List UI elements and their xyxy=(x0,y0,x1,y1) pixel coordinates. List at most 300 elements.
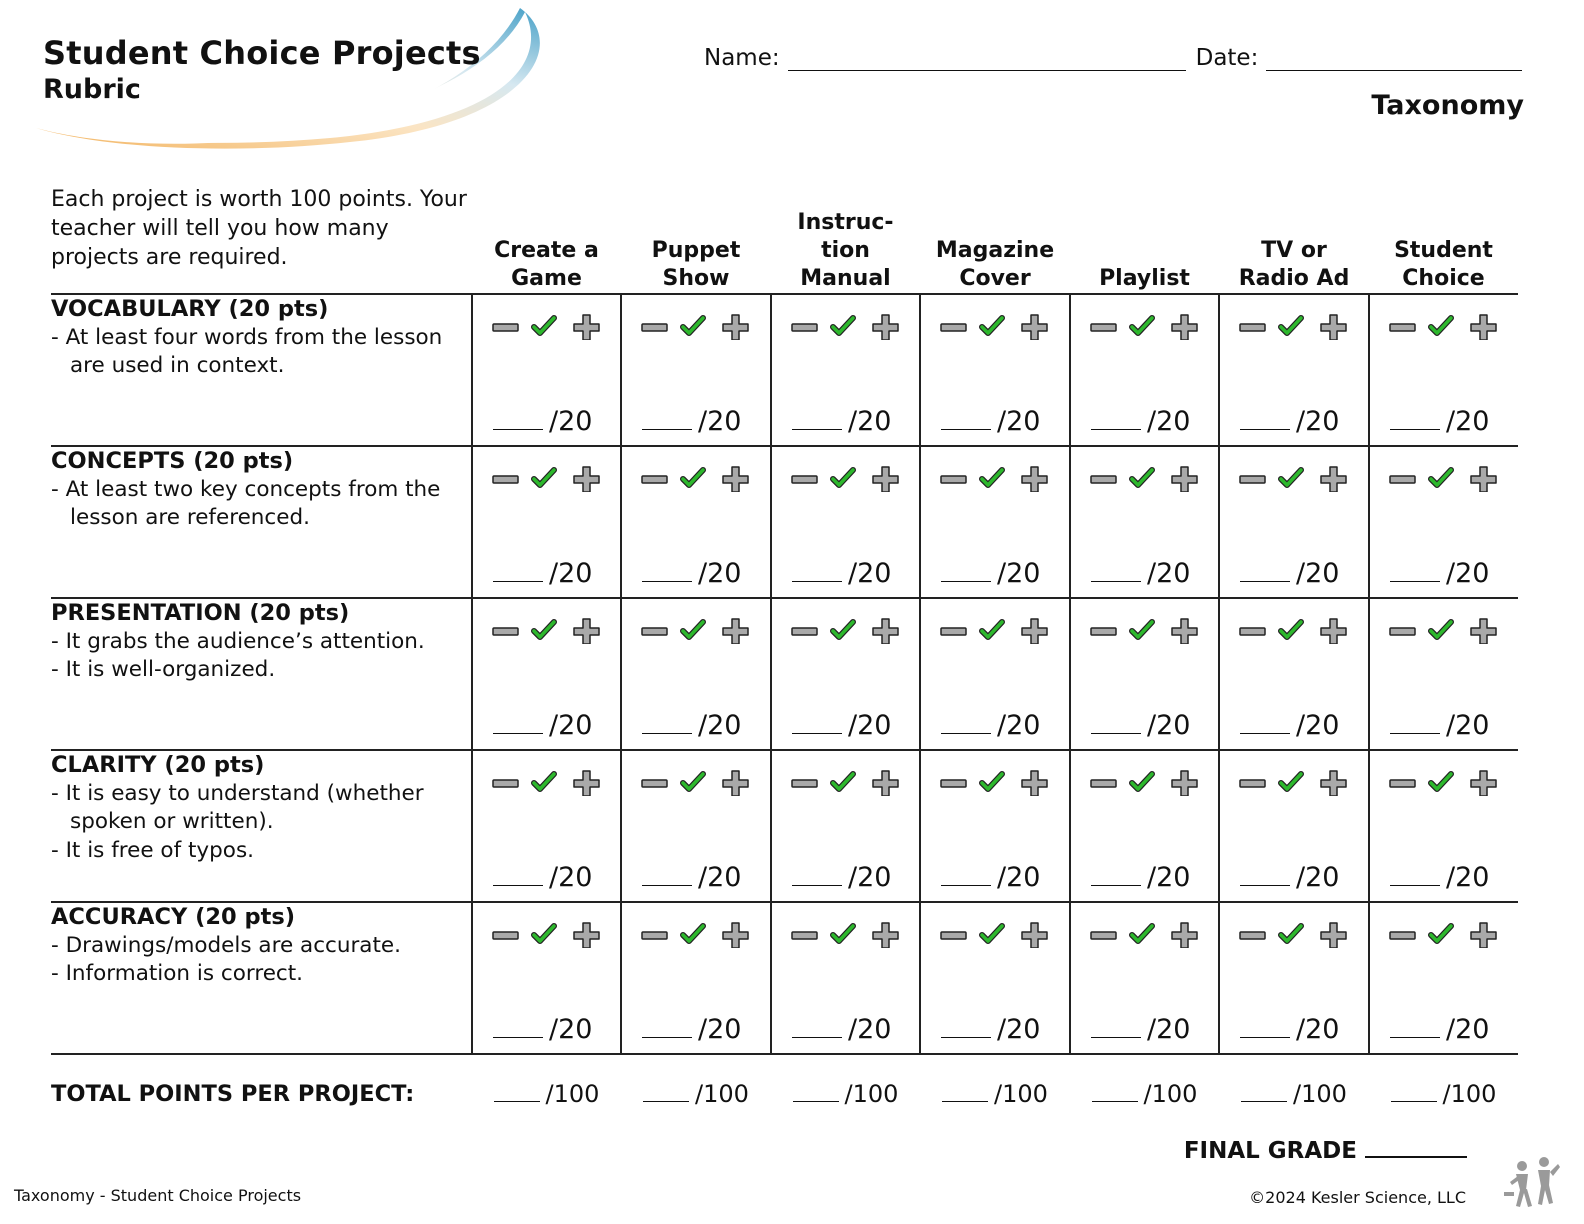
total-cell xyxy=(621,1054,771,1133)
check-icon[interactable] xyxy=(1431,774,1451,789)
check-icon[interactable] xyxy=(982,470,1002,485)
score-blank[interactable] xyxy=(493,429,543,430)
rating-marks xyxy=(492,618,602,644)
score-entry xyxy=(1390,862,1489,893)
score-max: /20 xyxy=(549,558,593,589)
check-icon[interactable] xyxy=(982,926,1002,941)
score-cell xyxy=(1219,750,1369,902)
column-header-line: Game xyxy=(511,266,582,291)
score-blank[interactable] xyxy=(493,885,543,886)
page-subtitle: Rubric xyxy=(43,74,141,105)
minus-icon[interactable] xyxy=(1390,476,1415,483)
criterion-description xyxy=(51,750,472,902)
total-max: /100 xyxy=(695,1080,749,1108)
total-cell xyxy=(1070,1054,1219,1133)
check-icon[interactable] xyxy=(534,470,554,485)
check-icon[interactable] xyxy=(683,926,703,941)
score-blank[interactable] xyxy=(642,733,692,734)
score-cell xyxy=(1219,902,1369,1054)
minus-icon[interactable] xyxy=(1390,628,1415,635)
score-cell xyxy=(472,902,621,1054)
score-entry xyxy=(493,710,592,741)
score-max: /20 xyxy=(549,406,593,437)
score-cell xyxy=(771,598,920,750)
check-icon[interactable] xyxy=(833,318,853,333)
column-header-playlist xyxy=(1070,185,1219,294)
score-blank[interactable] xyxy=(941,733,991,734)
rating-marks xyxy=(940,466,1050,492)
score-blank[interactable] xyxy=(1240,429,1290,430)
column-header-line: TV or xyxy=(1261,238,1327,263)
check-icon[interactable] xyxy=(1132,774,1152,789)
rating-marks xyxy=(492,314,602,340)
check-icon[interactable] xyxy=(683,622,703,637)
criterion-row xyxy=(51,294,1518,446)
total-blank[interactable] xyxy=(494,1101,540,1102)
check-icon[interactable] xyxy=(1431,470,1451,485)
check-icon[interactable] xyxy=(1431,926,1451,941)
score-entry xyxy=(1091,558,1190,589)
rating-marks xyxy=(1389,466,1499,492)
criterion-title: VOCABULARY (20 pts) xyxy=(51,296,329,322)
score-max: /20 xyxy=(1147,862,1191,893)
total-max: /100 xyxy=(1143,1080,1198,1108)
check-icon[interactable] xyxy=(1281,470,1301,485)
score-max: /20 xyxy=(698,558,742,589)
criterion-row xyxy=(51,750,1518,902)
score-cell xyxy=(1219,294,1369,446)
minus-icon[interactable] xyxy=(792,628,817,635)
total-blank[interactable] xyxy=(1241,1101,1287,1102)
score-blank[interactable] xyxy=(1240,1037,1290,1038)
rating-marks xyxy=(1389,618,1499,644)
rating-marks xyxy=(1239,466,1349,492)
score-cell xyxy=(1369,750,1518,902)
check-icon[interactable] xyxy=(1281,318,1301,333)
score-blank[interactable] xyxy=(642,885,692,886)
rating-marks xyxy=(940,770,1050,796)
plus-icon[interactable] xyxy=(1172,923,1197,948)
criterion-title: PRESENTATION (20 pts) xyxy=(51,600,350,626)
plus-icon[interactable] xyxy=(1471,315,1496,340)
score-cell xyxy=(771,294,920,446)
check-icon[interactable] xyxy=(683,470,703,485)
score-entry xyxy=(941,406,1040,437)
minus-icon[interactable] xyxy=(642,628,667,635)
plus-icon[interactable] xyxy=(723,619,748,644)
score-cell xyxy=(1070,902,1219,1054)
check-icon[interactable] xyxy=(534,622,554,637)
minus-icon[interactable] xyxy=(493,476,518,483)
score-max: /20 xyxy=(1446,862,1490,893)
plus-icon[interactable] xyxy=(873,467,898,492)
score-entry xyxy=(792,558,891,589)
minus-icon[interactable] xyxy=(941,324,966,331)
score-max: /20 xyxy=(1446,558,1490,589)
score-max: /20 xyxy=(997,406,1041,437)
column-header-line: Create a xyxy=(494,238,599,263)
minus-icon[interactable] xyxy=(1240,780,1265,787)
topic-label: Taxonomy xyxy=(1371,90,1524,121)
check-icon[interactable] xyxy=(833,470,853,485)
score-blank[interactable] xyxy=(792,429,842,430)
score-max: /20 xyxy=(1296,710,1340,741)
score-blank[interactable] xyxy=(1390,885,1440,886)
score-entry xyxy=(1240,1014,1339,1045)
check-icon[interactable] xyxy=(833,774,853,789)
rating-marks xyxy=(791,618,901,644)
score-entry xyxy=(493,1014,592,1045)
minus-icon[interactable] xyxy=(1091,932,1116,939)
check-icon[interactable] xyxy=(683,774,703,789)
score-entry xyxy=(642,862,741,893)
score-cell xyxy=(1070,598,1219,750)
footer-right: ©2024 Kesler Science, LLC xyxy=(1249,1188,1466,1207)
criterion-row xyxy=(51,446,1518,598)
score-cell xyxy=(920,294,1070,446)
plus-icon[interactable] xyxy=(1471,467,1496,492)
plus-icon[interactable] xyxy=(723,467,748,492)
column-header-puppet-show xyxy=(621,185,771,294)
minus-icon[interactable] xyxy=(1091,324,1116,331)
score-blank[interactable] xyxy=(642,429,692,430)
rubric-table xyxy=(51,185,1518,1133)
total-blank[interactable] xyxy=(1391,1101,1437,1102)
total-blank[interactable] xyxy=(942,1101,988,1102)
plus-icon[interactable] xyxy=(723,923,748,948)
minus-icon[interactable] xyxy=(642,932,667,939)
plus-icon[interactable] xyxy=(1172,315,1197,340)
score-entry xyxy=(792,862,891,893)
plus-icon[interactable] xyxy=(1022,315,1047,340)
check-icon[interactable] xyxy=(1281,774,1301,789)
minus-icon[interactable] xyxy=(493,324,518,331)
intro-text: Each project is worth 100 points. Your teacher will tell you how many projects are required. xyxy=(51,185,472,294)
score-entry xyxy=(792,1014,891,1045)
plus-icon[interactable] xyxy=(1321,923,1346,948)
minus-icon[interactable] xyxy=(1091,476,1116,483)
score-entry xyxy=(493,862,592,893)
plus-icon[interactable] xyxy=(1471,771,1496,796)
check-icon[interactable] xyxy=(1281,926,1301,941)
minus-icon[interactable] xyxy=(493,780,518,787)
plus-icon[interactable] xyxy=(873,315,898,340)
minus-icon[interactable] xyxy=(1390,780,1415,787)
total-max: /100 xyxy=(994,1080,1048,1108)
plus-icon[interactable] xyxy=(1321,467,1346,492)
column-header-line: Instruc- xyxy=(797,210,894,235)
criterion-item: - It is well-organized. xyxy=(51,657,276,682)
minus-icon[interactable] xyxy=(1091,628,1116,635)
score-entry xyxy=(642,1014,741,1045)
score-blank[interactable] xyxy=(1240,885,1290,886)
score-entry xyxy=(1091,862,1190,893)
score-entry xyxy=(1091,710,1190,741)
date-field[interactable] xyxy=(1266,44,1522,71)
score-blank[interactable] xyxy=(1091,733,1141,734)
minus-icon[interactable] xyxy=(1240,324,1265,331)
score-blank[interactable] xyxy=(1091,1037,1141,1038)
rating-marks xyxy=(1239,922,1349,948)
score-entry xyxy=(941,1014,1040,1045)
criterion-title: CLARITY (20 pts) xyxy=(51,752,265,778)
minus-icon[interactable] xyxy=(1240,932,1265,939)
score-blank[interactable] xyxy=(493,733,543,734)
rating-marks xyxy=(1239,770,1349,796)
score-cell xyxy=(920,902,1070,1054)
criterion-title: ACCURACY (20 pts) xyxy=(51,904,296,930)
column-header-tv-radio-ad xyxy=(1219,185,1369,294)
criterion-item: - Drawings/models are accurate. xyxy=(51,932,401,958)
check-icon[interactable] xyxy=(534,926,554,941)
score-blank[interactable] xyxy=(493,1037,543,1038)
score-blank[interactable] xyxy=(493,581,543,582)
score-max: /20 xyxy=(698,862,742,893)
score-entry xyxy=(1240,406,1339,437)
score-cell xyxy=(1219,446,1369,598)
check-icon[interactable] xyxy=(833,926,853,941)
minus-icon[interactable] xyxy=(792,324,817,331)
check-icon[interactable] xyxy=(1132,622,1152,637)
rating-marks xyxy=(1090,770,1200,796)
score-entry xyxy=(792,710,891,741)
rating-marks xyxy=(492,922,602,948)
score-max: /20 xyxy=(1446,710,1490,741)
score-blank[interactable] xyxy=(941,885,991,886)
score-blank[interactable] xyxy=(792,1037,842,1038)
final-grade-field[interactable] xyxy=(1365,1136,1467,1158)
criterion-description xyxy=(51,294,472,446)
minus-icon[interactable] xyxy=(1390,324,1415,331)
score-max: /20 xyxy=(848,406,892,437)
score-entry xyxy=(792,406,891,437)
rating-marks xyxy=(940,618,1050,644)
rating-marks xyxy=(1239,618,1349,644)
plus-icon[interactable] xyxy=(1022,619,1047,644)
plus-icon[interactable] xyxy=(1022,923,1047,948)
score-blank[interactable] xyxy=(1240,581,1290,582)
rating-marks xyxy=(940,314,1050,340)
score-cell xyxy=(771,750,920,902)
score-max: /20 xyxy=(1296,558,1340,589)
minus-icon[interactable] xyxy=(642,324,667,331)
score-max: /20 xyxy=(848,710,892,741)
score-cell xyxy=(621,598,771,750)
plus-icon[interactable] xyxy=(1321,619,1346,644)
minus-icon[interactable] xyxy=(493,628,518,635)
plus-icon[interactable] xyxy=(1022,467,1047,492)
score-blank[interactable] xyxy=(941,581,991,582)
score-cell xyxy=(920,446,1070,598)
column-header-line: Cover xyxy=(959,266,1031,291)
plus-icon[interactable] xyxy=(1172,467,1197,492)
column-header-line: Show xyxy=(662,266,730,291)
plus-icon[interactable] xyxy=(574,467,599,492)
column-header-instruction-manual xyxy=(771,185,920,294)
score-max: /20 xyxy=(997,558,1041,589)
plus-icon[interactable] xyxy=(873,771,898,796)
check-icon[interactable] xyxy=(1431,622,1451,637)
score-blank[interactable] xyxy=(792,733,842,734)
score-cell xyxy=(771,446,920,598)
plus-icon[interactable] xyxy=(873,619,898,644)
check-icon[interactable] xyxy=(534,774,554,789)
score-cell xyxy=(1070,294,1219,446)
check-icon[interactable] xyxy=(1431,318,1451,333)
criterion-description xyxy=(51,446,472,598)
minus-icon[interactable] xyxy=(941,628,966,635)
criterion-item: - It is easy to understand (whether spoken or written). xyxy=(51,780,424,834)
plus-icon[interactable] xyxy=(1022,771,1047,796)
score-blank[interactable] xyxy=(1390,733,1440,734)
minus-icon[interactable] xyxy=(941,932,966,939)
total-blank[interactable] xyxy=(643,1101,689,1102)
name-label: Name: xyxy=(704,45,780,71)
check-icon[interactable] xyxy=(1132,318,1152,333)
minus-icon[interactable] xyxy=(941,476,966,483)
column-header-line: tion xyxy=(821,238,870,263)
score-cell xyxy=(771,902,920,1054)
score-entry xyxy=(941,710,1040,741)
rating-marks xyxy=(1389,314,1499,340)
plus-icon[interactable] xyxy=(723,771,748,796)
name-field[interactable] xyxy=(788,44,1186,71)
column-header-line: Playlist xyxy=(1099,266,1190,291)
score-cell xyxy=(621,294,771,446)
total-max: /100 xyxy=(1442,1080,1497,1108)
total-max: /100 xyxy=(545,1080,600,1108)
score-blank[interactable] xyxy=(1390,429,1440,430)
minus-icon[interactable] xyxy=(792,780,817,787)
plus-icon[interactable] xyxy=(1172,771,1197,796)
score-cell xyxy=(1369,902,1518,1054)
score-cell xyxy=(1369,446,1518,598)
score-entry xyxy=(1240,558,1339,589)
minus-icon[interactable] xyxy=(792,932,817,939)
minus-icon[interactable] xyxy=(1091,780,1116,787)
score-max: /20 xyxy=(698,1014,742,1045)
check-icon[interactable] xyxy=(534,318,554,333)
minus-icon[interactable] xyxy=(642,780,667,787)
total-cell xyxy=(771,1054,920,1133)
plus-icon[interactable] xyxy=(1172,619,1197,644)
criterion-item: - It is free of typos. xyxy=(51,837,254,863)
score-max: /20 xyxy=(698,710,742,741)
check-icon[interactable] xyxy=(982,774,1002,789)
rubric-body xyxy=(51,294,1518,1133)
criterion-item: - At least two key concepts from the lesson are referenced. xyxy=(51,476,441,530)
score-blank[interactable] xyxy=(1091,581,1141,582)
plus-icon[interactable] xyxy=(1471,923,1496,948)
plus-icon[interactable] xyxy=(1321,771,1346,796)
score-blank[interactable] xyxy=(792,885,842,886)
plus-icon[interactable] xyxy=(723,315,748,340)
rating-marks xyxy=(791,922,901,948)
score-blank[interactable] xyxy=(1390,1037,1440,1038)
rating-marks xyxy=(1090,314,1200,340)
score-blank[interactable] xyxy=(1091,885,1141,886)
check-icon[interactable] xyxy=(833,622,853,637)
score-blank[interactable] xyxy=(941,1037,991,1038)
score-blank[interactable] xyxy=(642,581,692,582)
column-header-line: Puppet xyxy=(651,238,741,263)
score-blank[interactable] xyxy=(1240,733,1290,734)
score-max: /20 xyxy=(1296,1014,1340,1045)
score-blank[interactable] xyxy=(1091,429,1141,430)
column-header-line: Student xyxy=(1394,238,1493,263)
total-label: TOTAL POINTS PER PROJECT: xyxy=(51,1081,415,1107)
score-max: /20 xyxy=(1446,406,1490,437)
score-max: /20 xyxy=(549,862,593,893)
column-header-line: Radio Ad xyxy=(1238,266,1350,291)
score-max: /20 xyxy=(1296,406,1340,437)
score-blank[interactable] xyxy=(941,429,991,430)
plus-icon[interactable] xyxy=(1321,315,1346,340)
check-icon[interactable] xyxy=(982,318,1002,333)
score-blank[interactable] xyxy=(792,581,842,582)
minus-icon[interactable] xyxy=(941,780,966,787)
plus-icon[interactable] xyxy=(574,923,599,948)
column-header-line: Manual xyxy=(800,266,891,291)
check-icon[interactable] xyxy=(1132,926,1152,941)
criterion-item: - Information is correct. xyxy=(51,961,304,986)
plus-icon[interactable] xyxy=(574,619,599,644)
score-max: /20 xyxy=(848,862,892,893)
score-max: /20 xyxy=(997,862,1041,893)
plus-icon[interactable] xyxy=(574,315,599,340)
rating-marks xyxy=(492,466,602,492)
rating-marks xyxy=(641,922,751,948)
minus-icon[interactable] xyxy=(1240,628,1265,635)
score-cell xyxy=(1369,294,1518,446)
score-max: /20 xyxy=(1147,710,1191,741)
score-max: /20 xyxy=(997,1014,1041,1045)
score-cell xyxy=(1219,598,1369,750)
total-cell xyxy=(1219,1054,1369,1133)
check-icon[interactable] xyxy=(1281,622,1301,637)
rating-marks xyxy=(641,466,751,492)
score-blank[interactable] xyxy=(1390,581,1440,582)
score-blank[interactable] xyxy=(642,1037,692,1038)
total-blank[interactable] xyxy=(793,1101,839,1102)
minus-icon[interactable] xyxy=(493,932,518,939)
score-entry xyxy=(941,558,1040,589)
check-icon[interactable] xyxy=(683,318,703,333)
minus-icon[interactable] xyxy=(1390,932,1415,939)
plus-icon[interactable] xyxy=(574,771,599,796)
rating-marks xyxy=(791,770,901,796)
score-cell xyxy=(920,750,1070,902)
total-row xyxy=(51,1054,1518,1133)
minus-icon[interactable] xyxy=(792,476,817,483)
check-icon[interactable] xyxy=(982,622,1002,637)
plus-icon[interactable] xyxy=(873,923,898,948)
check-icon[interactable] xyxy=(1132,470,1152,485)
total-cell xyxy=(472,1054,621,1133)
name-date-fields xyxy=(704,44,1522,71)
criterion-description xyxy=(51,902,472,1054)
score-max: /20 xyxy=(1446,1014,1490,1045)
criterion-item: - At least four words from the lesson are used in context. xyxy=(51,324,443,378)
score-entry xyxy=(1390,406,1489,437)
score-entry xyxy=(1240,710,1339,741)
minus-icon[interactable] xyxy=(642,476,667,483)
column-header-create-game xyxy=(472,185,621,294)
score-entry xyxy=(642,558,741,589)
minus-icon[interactable] xyxy=(1240,476,1265,483)
plus-icon[interactable] xyxy=(1471,619,1496,644)
total-blank[interactable] xyxy=(1092,1101,1138,1102)
